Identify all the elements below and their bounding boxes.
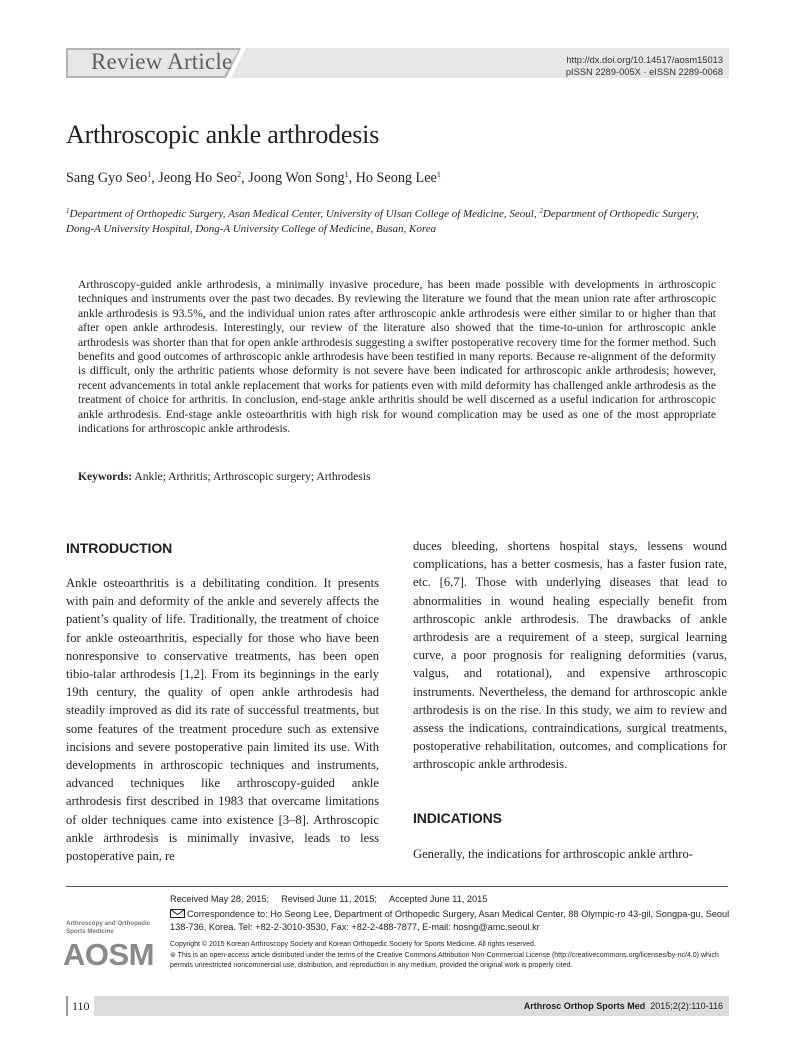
author-name: Jeong Ho Seo (158, 170, 238, 186)
keywords-text: Ankle; Arthritis; Arthroscopic surgery; Arthrodesis (132, 470, 371, 483)
page-marker (66, 996, 68, 1016)
author-separator: , (151, 170, 159, 186)
keywords-label: Keywords: (78, 470, 133, 483)
journal-logo: AOSM (63, 937, 154, 972)
article-type: Review Article (91, 49, 233, 74)
paper-title: Arthroscopic ankle arthrodesis (66, 120, 380, 149)
affiliation-text: Department of Orthopedic Surgery, Dong-A University Hospital, Dong-A University College of Medicine, Busan, Korea (66, 208, 699, 235)
author-name: Sang Gyo Seo (66, 170, 148, 186)
author-affiliation-mark: 2 (237, 170, 242, 179)
doi-block (566, 54, 723, 78)
affiliation-text: Department of Orthopedic Surgery, Asan Medical Center, University of Ulsan College of Medicine, Seoul, (69, 208, 540, 220)
affiliation-number: 2 (539, 207, 543, 215)
accepted-date: Accepted June 11, 2015 (388, 894, 488, 904)
affiliations (66, 204, 728, 236)
author-name: Joong Won Song (248, 170, 345, 186)
page-footer-bar (66, 996, 729, 1016)
correspondence-text: Correspondence to: Ho Seong Lee, Department of Orthopedic Surgery, Asan Medical Center, 88 Olympic-ro 43-gil, Songpa-gu, Seoul 138-736, Korea. Tel: +82-2-3010-3530, Fax: +82-2-488-7877, E-mail: hosng@amc.seoul.kr (170, 909, 730, 932)
received-dates (170, 894, 499, 904)
envelope-icon (170, 909, 185, 918)
abstract: Arthroscopy-guided ankle arthrodesis, a minimally invasive procedure, has been made possible with developments in arthroscopic techniques and instruments over the past two decades. By reviewing the literature we found that the mean union rate after arthroscopic ankle arthrodesis is 93.5%, and the individual union rates after arthroscopic ankle arthrodesis were either similar to or higher than that after open ankle arthrodesis. Interestingly, our review of the literature also showed that the time-to-union for arthroscopic ankle arthrodesis was shorter than that for open ankle arthrodesis suggesting a swifter postoperative recovery time for the former method. Such benefits and good outcomes of arthroscopic ankle arthrodesis have been testified in many reports. Because re-alignment of the deformity is difficult, only the arthritic patients whose deformity is not severe have been indicated for arthroscopic ankle arthrodesis; however, recent advancements in total ankle replacement that works for patients even with mild deformity has challenged ankle arthrodesis as the treatment of choice for arthritis. In conclusion, end-stage ankle arthritis should be well discerned as a useful indication for arthroscopic ankle arthrodesis. End-stage ankle osteoarthritis with high risk for wound complication may be used as one of the most appropriate indications for arthroscopic ankle arthrodesis. (78, 278, 716, 436)
intro-body-right: duces bleeding, shortens hospital stays, lessens wound complications, has a better cosmesis, has a faster fusion rate, etc. [6,7]. Those with underlying diseases that lead to abnormalities in wound healing especially benefit from arthroscopic ankle arthrodesis. The drawbacks of ankle arthrodesis are a requirement of a steep, surgical learning curve, a poor prognosis for realigning deformities (varus, valgus, and rotational), and expensive arthroscopic instruments. Nevertheless, the demand for arthroscopic ankle arthrodesis is on the rise. In this study, we aim to review and assess the indications, contraindications, surgical treatments, postoperative rehabilitation, outcomes, and complications for arthroscopic ankle arthrodesis. (413, 539, 727, 772)
copyright-block (170, 940, 730, 972)
intro-body-left: Ankle osteoarthritis is a debilitating condition. It presents with pain and deformity of the ankle and severely affects the patient’s quality of life. Traditionally, the treatment of choice for ankle osteoarthritis, especially for those who have been nonresponsive to conservative treatments, has been open tibio-talar arthrodesis [1,2]. From its beginnings in the early 19th century, the quality of open ankle arthrodesis had steadily improved as did its rate of successful treatments, but some features of the treatment procedure such as extensive incisions and severe postoperative pain limited its use. With developments in arthroscopic techniques and instruments, advanced techniques like arthroscopy-guided ankle arthrodesis first described in 1983 that overcame limitations of older techniques came into existence [3–8]. Arthroscopic ankle arthrodesis is minimally invasive, leads to less postoperative pain, re (66, 576, 379, 864)
author-name: Ho Seong Lee (355, 170, 437, 186)
license-text: ⊜ This is an open-access article distributed under the terms of the Creative Commons Attribution Non-Commercial License (http://creativecommons.org/licenses/by-nc/4.0) which permits unrestricted noncommercial use, distribution, and reproduction in any medium, provided the original work is properly cited. (170, 951, 719, 969)
author-affiliation-mark: 1 (147, 170, 152, 179)
author-affiliation-mark: 1 (344, 170, 349, 179)
footer-divider (66, 886, 728, 887)
section-heading-indications: INDICATIONS (413, 810, 502, 826)
doi-link[interactable]: http://dx.doi.org/10.14517/aosm15013 (566, 55, 723, 65)
copyright-text: Copyright © 2015 Korean Arthroscopy Society and Korean Orthopedic Society for Sports Medicine. All rights reserved. (170, 941, 536, 948)
page-number: 110 (72, 999, 90, 1013)
revised-date: Revised June 11, 2015; (281, 894, 377, 904)
journal-name: Arthroscopy and Orthopedic Sports Medicine (66, 920, 151, 935)
section-heading-introduction: INTRODUCTION (66, 540, 173, 556)
indications-body: Generally, the indications for arthroscopic ankle arthro- (413, 847, 693, 861)
author-list (66, 170, 441, 187)
header-banner (66, 48, 729, 78)
affiliation-number: 1 (66, 207, 70, 215)
author-separator: , (348, 170, 356, 186)
correspondence (170, 908, 730, 933)
author-separator: , (241, 170, 249, 186)
citation-journal: Arthrosc Orthop Sports Med (523, 1001, 646, 1011)
issn: pISSN 2289-005X · eISSN 2289-0068 (565, 67, 723, 77)
citation (524, 1001, 723, 1011)
received-date: Received May 28, 2015; (170, 894, 270, 904)
citation-volume: 2015;2(2):110-116 (650, 1001, 723, 1011)
keywords (78, 470, 371, 483)
author-affiliation-mark: 1 (436, 170, 441, 179)
